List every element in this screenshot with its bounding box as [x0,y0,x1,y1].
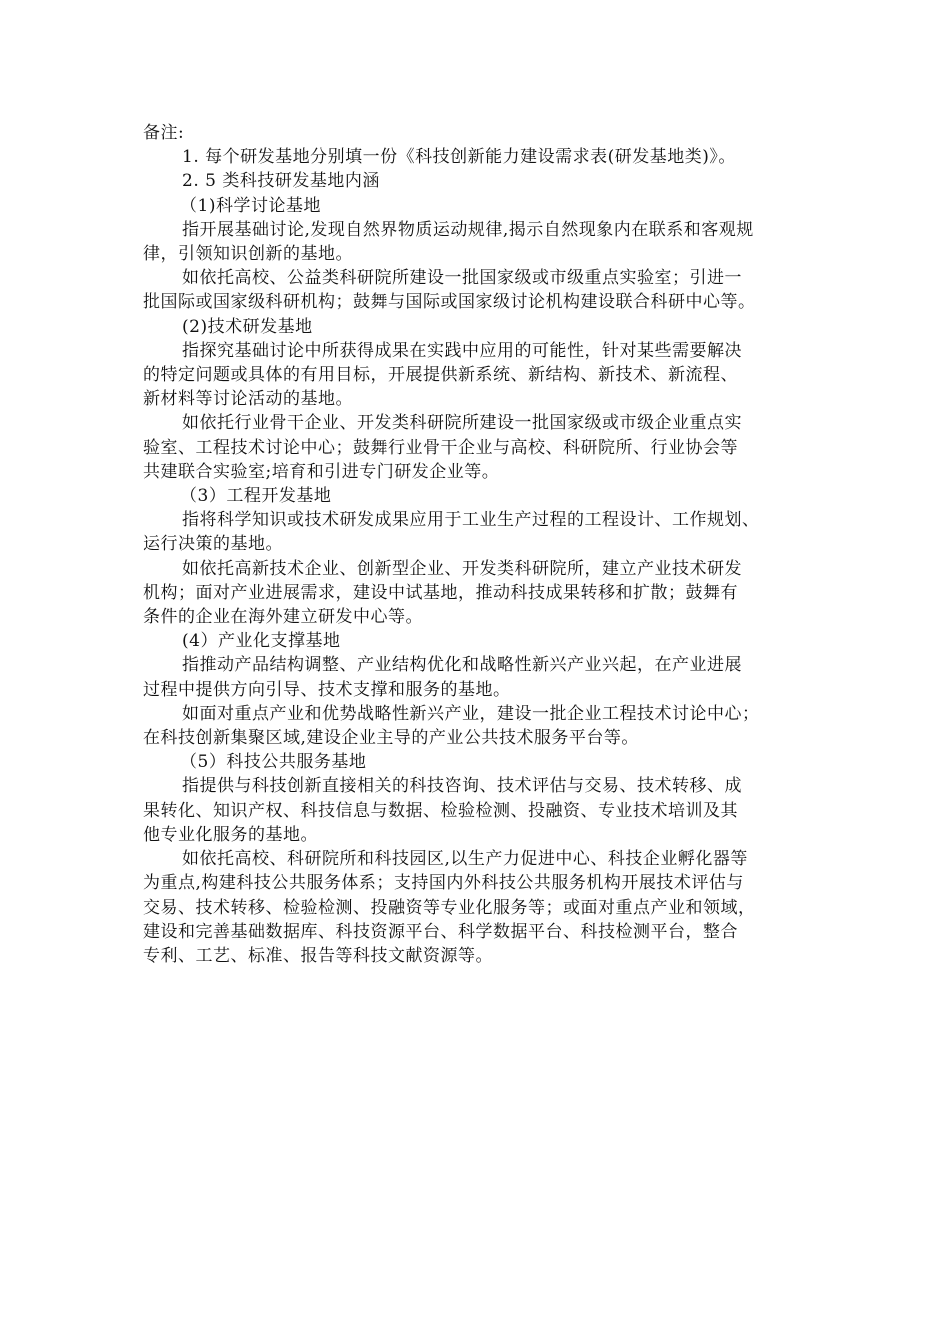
remark-label: 备注: [143,123,185,143]
paragraph-line: 律，引领知识创新的基地。 [143,244,353,265]
paragraph-line: 的特定问题或具体的有用目标，开展提供新系统、新结构、新技术、新流程、 [143,365,738,386]
paragraph-line: 机构；面对产业进展需求，建设中试基地，推动科技成果转移和扩散；鼓舞有 [143,582,738,603]
document-page [143,121,815,968]
section-heading-4: (4）产业化支撑基地 [182,631,341,652]
paragraph-line: 条件的企业在海外建立研发中心等。 [143,607,423,628]
section-heading-2: (2)技术研发基地 [182,316,313,337]
paragraph-line: 过程中提供方向引导、技术支撑和服务的基地。 [143,679,511,700]
paragraph-line: 新材料等讨论活动的基地。 [143,389,353,410]
paragraph-line: 为重点,构建科技公共服务体系；支持国内外科技公共服务机构开展技术评估与 [143,873,744,894]
paragraph-line: 如依托行业骨干企业、开发类科研院所建设一批国家级或市级企业重点实 [182,413,742,434]
section-heading-1: （1)科学讨论基地 [180,195,321,216]
paragraph-line: 专利、工艺、标准、报告等科技文献资源等。 [143,945,493,966]
paragraph-line: 验室、工程技术讨论中心；鼓舞行业骨干企业与高校、科研院所、行业协会等 [143,437,738,458]
paragraph-line: 指推动产品结构调整、产业结构优化和战略性新兴产业兴起，在产业进展 [182,655,742,676]
paragraph-line: 批国际或国家级科研机构；鼓舞与国际或国家级讨论机构建设联合科研中心等。 [143,292,756,313]
paragraph-line: 如依托高校、科研院所和科技园区,以生产力促进中心、科技企业孵化器等 [182,849,748,870]
paragraph-line: 果转化、知识产权、科技信息与数据、检验检测、投融资、专业技术培训及其 [143,800,738,821]
paragraph-line: 指探究基础讨论中所获得成果在实践中应用的可能性，针对某些需要解决 [182,340,742,361]
paragraph-line: 指将科学知识或技术研发成果应用于工业生产过程的工程设计、工作规划、 [182,510,760,531]
note-item-1: 1. 每个研发基地分别填一份《科技创新能力建设需求表(研发基地类)》。 [182,147,736,168]
paragraph-line: 他专业化服务的基地。 [143,824,318,845]
paragraph-line: 在科技创新集聚区域,建设企业主导的产业公共技术服务平台等。 [143,728,639,749]
section-heading-3: （3）工程开发基地 [180,486,332,507]
paragraph-line: 如依托高校、公益类科研院所建设一批国家级或市级重点实验室；引进一 [182,268,742,289]
section-heading-5: （5）科技公共服务基地 [180,752,367,773]
paragraph-line: 指提供与科技创新直接相关的科技咨询、技术评估与交易、技术转移、成 [182,776,742,797]
paragraph-line: 如依托高新技术企业、创新型企业、开发类科研院所，建立产业技术研发 [182,558,742,579]
paragraph-line: 如面对重点产业和优势战略性新兴产业，建设一批企业工程技术讨论中心； [182,703,760,724]
paragraph-line: 指开展基础讨论,发现自然界物质运动规律,揭示自然现象内在联系和客观规 [182,219,754,240]
paragraph-line: 交易、技术转移、检验检测、投融资等专业化服务等；或面对重点产业和领域， [143,897,756,918]
paragraph-line: 建设和完善基础数据库、科技资源平台、科学数据平台、科技检测平台，整合 [143,921,738,942]
note-item-2: 2. 5 类科技研发基地内涵 [182,171,380,192]
paragraph-line: 共建联合实验室;培育和引进专门研发企业等。 [143,461,500,482]
paragraph-line: 运行决策的基地。 [143,534,283,555]
